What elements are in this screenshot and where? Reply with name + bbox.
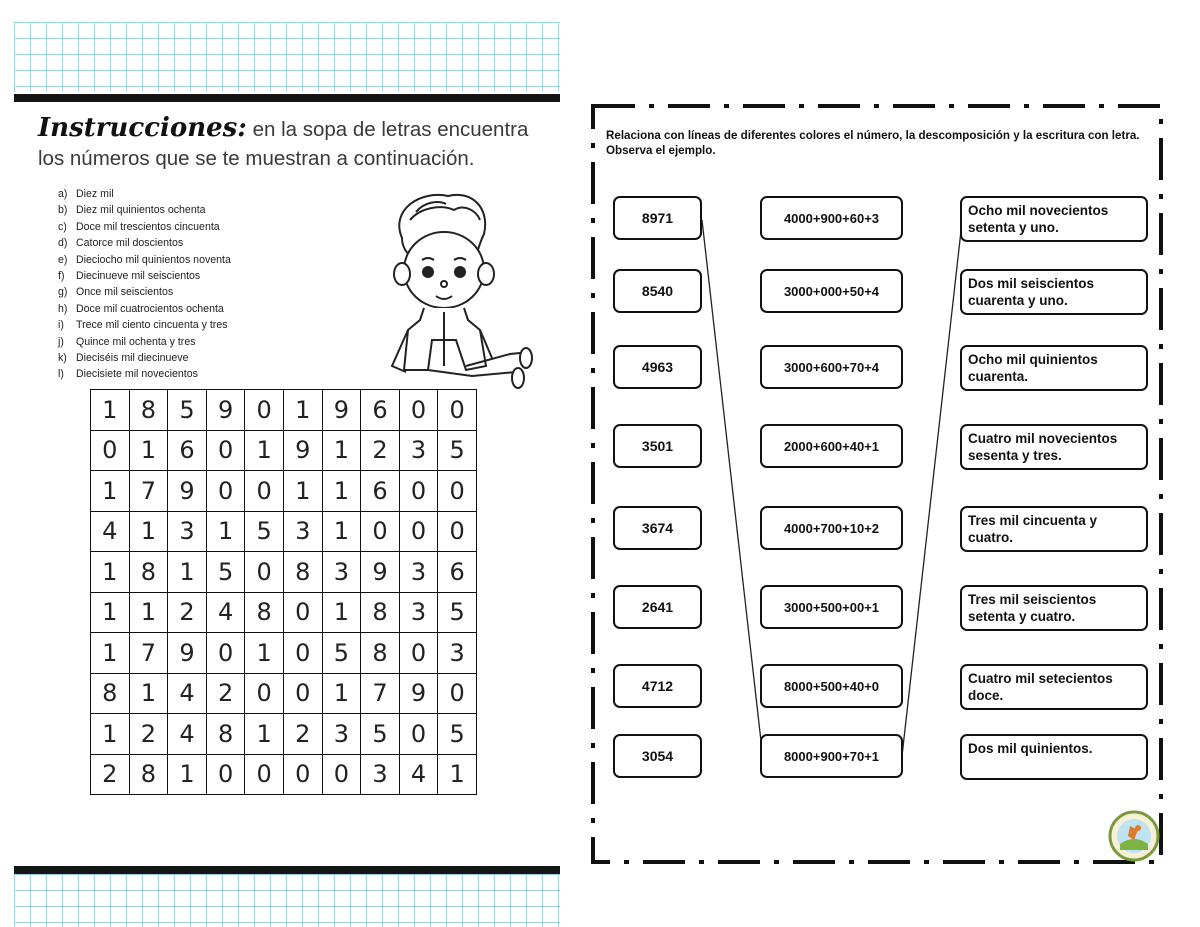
list-item-text: Diez mil quinientos ochenta: [76, 204, 206, 217]
grid-cell: 0: [399, 511, 438, 552]
word-box: Ocho mil novecientos setenta y uno.: [960, 196, 1148, 242]
grid-cell: 4: [399, 754, 438, 795]
list-item-letter: d): [58, 237, 68, 250]
list-item-letter: j): [58, 335, 64, 348]
grid-cell: 9: [322, 390, 361, 431]
grid-cell: 7: [129, 471, 168, 512]
grid-cell: 9: [361, 552, 400, 593]
grid-cell: 1: [322, 673, 361, 714]
number-box: 8540: [613, 269, 702, 313]
grid-cell: 1: [168, 552, 207, 593]
grid-cell: 1: [245, 714, 284, 755]
list-item-text: Diez mil: [76, 188, 114, 200]
grid-cell: 5: [438, 430, 477, 471]
list-item-text: Trece mil ciento cincuenta y tres: [76, 319, 228, 332]
decomposition-box: 4000+900+60+3: [760, 196, 903, 240]
grid-cell: 5: [438, 592, 477, 633]
grid-cell: 1: [322, 430, 361, 471]
grid-cell: 8: [129, 552, 168, 593]
grid-cell: 0: [283, 754, 322, 795]
grid-cell: 9: [283, 430, 322, 471]
grid-cell: 5: [438, 714, 477, 755]
grid-cell: 5: [322, 633, 361, 674]
word-box: Cuatro mil novecientos sesenta y tres.: [960, 424, 1148, 470]
list-item-letter: i): [58, 319, 64, 332]
grid-cell: 8: [245, 592, 284, 633]
grid-cell: 2: [283, 714, 322, 755]
number-box: 3054: [613, 734, 702, 778]
grid-cell: 1: [245, 633, 284, 674]
list-item-text: Quince mil ochenta y tres: [76, 335, 196, 348]
grid-cell: 3: [361, 754, 400, 795]
grid-cell: 7: [361, 673, 400, 714]
grid-cell: 1: [322, 471, 361, 512]
grid-cell: 0: [399, 471, 438, 512]
grid-cell: 0: [322, 754, 361, 795]
decomposition-box: 2000+600+40+1: [760, 424, 903, 468]
list-item-text: Doce mil trescientos cincuenta: [76, 220, 220, 233]
grid-cell: 0: [361, 511, 400, 552]
grid-cell: 3: [438, 633, 477, 674]
grid-cell: 1: [245, 430, 284, 471]
grid-cell: 9: [399, 673, 438, 714]
number-box: 3674: [613, 506, 702, 550]
list-item-letter: k): [58, 352, 67, 365]
grid-cell: 0: [206, 754, 245, 795]
grid-cell: 0: [399, 714, 438, 755]
grid-cell: 4: [168, 714, 207, 755]
list-item-text: Dieciséis mil diecinueve: [76, 352, 189, 365]
grid-cell: 6: [361, 471, 400, 512]
grid-cell: 0: [283, 633, 322, 674]
grid-cell: 1: [91, 552, 130, 593]
grid-cell: 0: [283, 592, 322, 633]
grid-cell: 0: [245, 471, 284, 512]
list-item-text: Diecisiete mil novecientos: [76, 368, 198, 381]
grid-cell: 3: [168, 511, 207, 552]
grid-cell: 2: [91, 754, 130, 795]
grid-cell: 0: [91, 430, 130, 471]
grid-cell: 4: [91, 511, 130, 552]
grid-cell: 0: [438, 390, 477, 431]
grid-cell: 8: [361, 633, 400, 674]
grid-cell: 1: [129, 592, 168, 633]
grid-cell: 8: [283, 552, 322, 593]
grid-cell: 8: [206, 714, 245, 755]
instructions-label: Instrucciones:: [38, 113, 247, 143]
list-item-text: Diecinueve mil seiscientos: [76, 270, 201, 283]
grid-cell: 2: [168, 592, 207, 633]
connector-line-number-to-decomposition: [702, 220, 762, 750]
grid-cell: 1: [91, 390, 130, 431]
grid-cell: 0: [438, 673, 477, 714]
decomposition-box: 3000+000+50+4: [760, 269, 903, 313]
grid-cell: 0: [438, 511, 477, 552]
grid-cell: 0: [399, 390, 438, 431]
grid-cell: 5: [245, 511, 284, 552]
grid-cell: 9: [206, 390, 245, 431]
grid-cell: 1: [91, 592, 130, 633]
word-box: Tres mil cincuenta y cuatro.: [960, 506, 1148, 552]
grid-cell: 8: [129, 390, 168, 431]
grid-cell: 4: [168, 673, 207, 714]
logo-badge: [1108, 810, 1160, 862]
list-item-letter: a): [58, 188, 68, 200]
grid-cell: 1: [283, 471, 322, 512]
grid-cell: 9: [168, 471, 207, 512]
number-box: 4963: [613, 345, 702, 389]
word-box: Ocho mil quinientos cuarenta.: [960, 345, 1148, 391]
grid-cell: 2: [361, 430, 400, 471]
list-item-text: Catorce mil doscientos: [76, 237, 184, 250]
decomposition-box: 8000+900+70+1: [760, 734, 903, 778]
grid-cell: 5: [361, 714, 400, 755]
matching-instructions: Relaciona con líneas de diferentes colores el número, la descomposición y la escritura con letra. Observa el ejemplo.: [606, 129, 1140, 157]
grid-cell: 1: [438, 754, 477, 795]
list-item-letter: g): [58, 286, 68, 299]
grid-cell: 1: [168, 754, 207, 795]
grid-cell: 6: [438, 552, 477, 593]
grid-cell: 5: [206, 552, 245, 593]
grid-cell: 1: [91, 471, 130, 512]
grid-cell: 1: [129, 673, 168, 714]
grid-cell: 3: [322, 552, 361, 593]
list-item-text: Doce mil cuatrocientos ochenta: [76, 302, 224, 315]
list-item-letter: f): [58, 270, 65, 283]
decomposition-box: 3000+600+70+4: [760, 345, 903, 389]
number-box: 3501: [613, 424, 702, 468]
grid-cell: 8: [91, 673, 130, 714]
grid-cell: 1: [322, 511, 361, 552]
grid-cell: 0: [245, 754, 284, 795]
grid-cell: 1: [91, 714, 130, 755]
instructions-text: en la sopa de letras encuentra los números que se te muestran a continuación.: [38, 118, 529, 170]
grid-cell: 2: [206, 673, 245, 714]
grid-cell: 0: [206, 430, 245, 471]
list-item-letter: c): [58, 220, 67, 233]
grid-cell: 9: [168, 633, 207, 674]
word-box: Cuatro mil setecientos doce.: [960, 664, 1148, 710]
list-item-text: Dieciocho mil quinientos noventa: [76, 253, 231, 266]
grid-cell: 8: [361, 592, 400, 633]
grid-cell: 0: [206, 633, 245, 674]
number-box: 2641: [613, 585, 702, 629]
word-box: Tres mil seiscientos setenta y cuatro.: [960, 585, 1148, 631]
number-box: 8971: [613, 196, 702, 240]
word-box: Dos mil seiscientos cuarenta y uno.: [960, 269, 1148, 315]
grid-cell: 6: [168, 430, 207, 471]
list-item-letter: h): [58, 302, 68, 315]
grid-cell: 8: [129, 754, 168, 795]
grid-cell: 0: [283, 673, 322, 714]
grid-cell: 3: [283, 511, 322, 552]
grid-cell: 7: [129, 633, 168, 674]
list-item-letter: b): [58, 204, 68, 217]
grid-cell: 1: [129, 430, 168, 471]
grid-cell: 0: [438, 471, 477, 512]
grid-cell: 3: [399, 552, 438, 593]
decomposition-box: 3000+500+00+1: [760, 585, 903, 629]
number-box: 4712: [613, 664, 702, 708]
list-item-letter: l): [58, 368, 64, 381]
list-item-letter: e): [58, 253, 68, 266]
grid-cell: 5: [168, 390, 207, 431]
grid-cell: 1: [206, 511, 245, 552]
grid-cell: 3: [399, 430, 438, 471]
grid-cell: 0: [399, 633, 438, 674]
connector-line-decomposition-to-words: [902, 222, 962, 756]
decomposition-box: 8000+500+40+0: [760, 664, 903, 708]
grid-cell: 3: [399, 592, 438, 633]
grid-cell: 0: [245, 390, 284, 431]
grid-cell: 2: [129, 714, 168, 755]
grid-cell: 6: [361, 390, 400, 431]
grid-cell: 0: [245, 552, 284, 593]
grid-cell: 4: [206, 592, 245, 633]
grid-cell: 1: [91, 633, 130, 674]
grid-cell: 1: [129, 511, 168, 552]
grid-cell: 0: [206, 471, 245, 512]
grid-cell: 3: [322, 714, 361, 755]
grid-cell: 0: [245, 673, 284, 714]
grid-cell: 1: [322, 592, 361, 633]
grid-cell: 1: [283, 390, 322, 431]
word-box: Dos mil quinientos.: [960, 734, 1148, 780]
list-item-text: Once mil seiscientos: [76, 286, 174, 299]
decomposition-box: 4000+700+10+2: [760, 506, 903, 550]
